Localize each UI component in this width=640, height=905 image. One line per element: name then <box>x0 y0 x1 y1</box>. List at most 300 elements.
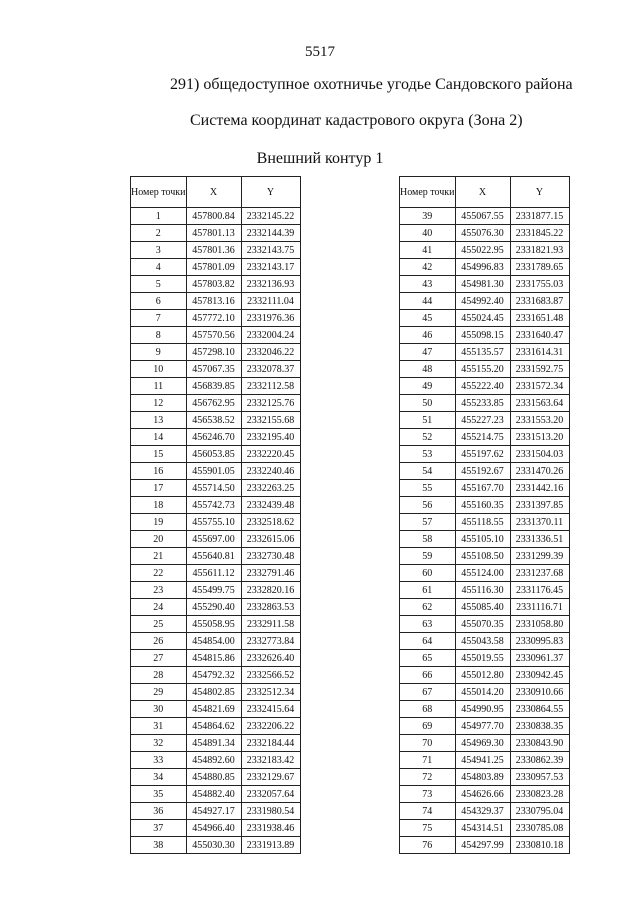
table-row <box>400 327 570 344</box>
table-row <box>131 616 301 633</box>
table-row <box>131 633 301 650</box>
y-coordinate-cell: 2332730.48 <box>241 548 300 565</box>
x-coordinate-cell: 454880.85 <box>186 769 241 786</box>
x-coordinate-cell: 457801.09 <box>186 259 241 276</box>
y-coordinate-cell: 2332220.45 <box>241 446 300 463</box>
y-coordinate-cell: 2331789.65 <box>510 259 569 276</box>
x-coordinate-cell: 455222.40 <box>455 378 510 395</box>
table-row <box>400 361 570 378</box>
x-coordinate-cell: 455012.80 <box>455 667 510 684</box>
y-coordinate-cell: 2332566.52 <box>241 667 300 684</box>
point-number-cell: 30 <box>131 701 187 718</box>
point-number-cell: 71 <box>400 752 456 769</box>
point-number-cell: 7 <box>131 310 187 327</box>
point-number-cell: 67 <box>400 684 456 701</box>
x-coordinate-cell: 454329.37 <box>455 803 510 820</box>
x-coordinate-cell: 457813.16 <box>186 293 241 310</box>
point-number-cell: 37 <box>131 820 187 837</box>
contour-title: Внешний контур 1 <box>256 150 384 167</box>
x-coordinate-cell: 455118.55 <box>455 514 510 531</box>
x-coordinate-cell: 455030.30 <box>186 837 241 854</box>
point-number-cell: 2 <box>131 225 187 242</box>
x-coordinate-cell: 456839.85 <box>186 378 241 395</box>
x-coordinate-cell: 454815.86 <box>186 650 241 667</box>
point-number-cell: 4 <box>131 259 187 276</box>
x-coordinate-cell: 455714.50 <box>186 480 241 497</box>
x-coordinate-cell: 455135.57 <box>455 344 510 361</box>
point-number-cell: 72 <box>400 769 456 786</box>
y-coordinate-cell: 2331614.31 <box>510 344 569 361</box>
table-row <box>131 310 301 327</box>
table-row <box>131 735 301 752</box>
table-row <box>131 327 301 344</box>
y-coordinate-cell: 2332820.16 <box>241 582 300 599</box>
y-coordinate-cell: 2331442.16 <box>510 480 569 497</box>
point-number-cell: 68 <box>400 701 456 718</box>
x-coordinate-cell: 454992.40 <box>455 293 510 310</box>
x-coordinate-cell: 455108.50 <box>455 548 510 565</box>
point-number-cell: 17 <box>131 480 187 497</box>
table-row <box>400 667 570 684</box>
table-row <box>400 412 570 429</box>
table-row <box>400 463 570 480</box>
y-coordinate-cell: 2331592.75 <box>510 361 569 378</box>
x-coordinate-cell: 456053.85 <box>186 446 241 463</box>
x-coordinate-cell: 457298.10 <box>186 344 241 361</box>
point-number-cell: 3 <box>131 242 187 259</box>
x-coordinate-cell: 455233.85 <box>455 395 510 412</box>
y-coordinate-cell: 2331877.15 <box>510 208 569 225</box>
point-number-cell: 11 <box>131 378 187 395</box>
table-row <box>131 599 301 616</box>
y-coordinate-cell: 2331336.51 <box>510 531 569 548</box>
y-coordinate-cell: 2332057.64 <box>241 786 300 803</box>
point-number-cell: 24 <box>131 599 187 616</box>
table-row <box>131 480 301 497</box>
y-coordinate-cell: 2332129.67 <box>241 769 300 786</box>
x-coordinate-cell: 455067.55 <box>455 208 510 225</box>
table-row <box>400 259 570 276</box>
y-coordinate-cell: 2331470.26 <box>510 463 569 480</box>
x-coordinate-cell: 455197.62 <box>455 446 510 463</box>
x-coordinate-cell: 455085.40 <box>455 599 510 616</box>
x-coordinate-cell: 455640.81 <box>186 548 241 565</box>
table-row <box>131 293 301 310</box>
table-row <box>400 701 570 718</box>
y-coordinate-cell: 2331683.87 <box>510 293 569 310</box>
table-row <box>131 242 301 259</box>
table-row <box>131 497 301 514</box>
table-row <box>131 650 301 667</box>
table-row <box>400 293 570 310</box>
point-number-cell: 55 <box>400 480 456 497</box>
point-number-cell: 8 <box>131 327 187 344</box>
point-number-cell: 38 <box>131 837 187 854</box>
x-coordinate-cell: 454891.34 <box>186 735 241 752</box>
point-number-cell: 70 <box>400 735 456 752</box>
y-coordinate-cell: 2330995.83 <box>510 633 569 650</box>
table-row <box>131 344 301 361</box>
point-number-cell: 58 <box>400 531 456 548</box>
point-number-cell: 56 <box>400 497 456 514</box>
x-coordinate-cell: 454966.40 <box>186 820 241 837</box>
table-row <box>400 497 570 514</box>
table-header-row <box>400 177 570 208</box>
y-coordinate-cell: 2331640.47 <box>510 327 569 344</box>
table-row <box>131 412 301 429</box>
x-coordinate-cell: 457803.82 <box>186 276 241 293</box>
table-row <box>400 718 570 735</box>
header-point-number: Номер точки <box>400 177 456 208</box>
x-coordinate-cell: 457067.35 <box>186 361 241 378</box>
x-coordinate-cell: 455901.05 <box>186 463 241 480</box>
point-number-cell: 6 <box>131 293 187 310</box>
table-row <box>400 225 570 242</box>
table-row <box>131 429 301 446</box>
x-coordinate-cell: 457772.10 <box>186 310 241 327</box>
y-coordinate-cell: 2330823.28 <box>510 786 569 803</box>
x-coordinate-cell: 455290.40 <box>186 599 241 616</box>
header-x: X <box>455 177 510 208</box>
table-row <box>131 837 301 854</box>
table-row <box>131 531 301 548</box>
y-coordinate-cell: 2331976.36 <box>241 310 300 327</box>
x-coordinate-cell: 455076.30 <box>455 225 510 242</box>
table-row <box>400 395 570 412</box>
x-coordinate-cell: 454864.62 <box>186 718 241 735</box>
point-number-cell: 27 <box>131 650 187 667</box>
x-coordinate-cell: 454941.25 <box>455 752 510 769</box>
y-coordinate-cell: 2331237.68 <box>510 565 569 582</box>
point-number-cell: 46 <box>400 327 456 344</box>
y-coordinate-cell: 2331651.48 <box>510 310 569 327</box>
y-coordinate-cell: 2331397.85 <box>510 497 569 514</box>
x-coordinate-cell: 455022.95 <box>455 242 510 259</box>
point-number-cell: 35 <box>131 786 187 803</box>
header-point-number: Номер точки <box>131 177 187 208</box>
table-row <box>131 786 301 803</box>
y-coordinate-cell: 2330957.53 <box>510 769 569 786</box>
table-row <box>400 633 570 650</box>
x-coordinate-cell: 454990.95 <box>455 701 510 718</box>
point-number-cell: 33 <box>131 752 187 769</box>
y-coordinate-cell: 2331572.34 <box>510 378 569 395</box>
point-number-cell: 12 <box>131 395 187 412</box>
y-coordinate-cell: 2330942.45 <box>510 667 569 684</box>
y-coordinate-cell: 2332911.58 <box>241 616 300 633</box>
y-coordinate-cell: 2332615.06 <box>241 531 300 548</box>
table-row <box>131 820 301 837</box>
x-coordinate-cell: 455742.73 <box>186 497 241 514</box>
point-number-cell: 28 <box>131 667 187 684</box>
y-coordinate-cell: 2332144.39 <box>241 225 300 242</box>
coordinate-system-subheading: Система координат кадастрового округа (Зона 2) <box>190 112 523 129</box>
y-coordinate-cell: 2330862.39 <box>510 752 569 769</box>
y-coordinate-cell: 2332206.22 <box>241 718 300 735</box>
table-row <box>400 752 570 769</box>
table-row <box>400 344 570 361</box>
page-number: 5517 <box>305 44 335 60</box>
point-number-cell: 59 <box>400 548 456 565</box>
table-row <box>131 361 301 378</box>
x-coordinate-cell: 455214.75 <box>455 429 510 446</box>
point-number-cell: 23 <box>131 582 187 599</box>
table-row <box>400 242 570 259</box>
table-row <box>400 820 570 837</box>
y-coordinate-cell: 2332773.84 <box>241 633 300 650</box>
y-coordinate-cell: 2331845.22 <box>510 225 569 242</box>
point-number-cell: 57 <box>400 514 456 531</box>
table-row <box>131 752 301 769</box>
table-row <box>131 718 301 735</box>
point-number-cell: 34 <box>131 769 187 786</box>
x-coordinate-cell: 455043.58 <box>455 633 510 650</box>
point-number-cell: 61 <box>400 582 456 599</box>
x-coordinate-cell: 457801.36 <box>186 242 241 259</box>
x-coordinate-cell: 457570.56 <box>186 327 241 344</box>
point-number-cell: 53 <box>400 446 456 463</box>
y-coordinate-cell: 2332263.25 <box>241 480 300 497</box>
point-number-cell: 49 <box>400 378 456 395</box>
point-number-cell: 26 <box>131 633 187 650</box>
table-row <box>400 684 570 701</box>
point-number-cell: 13 <box>131 412 187 429</box>
table-row <box>400 565 570 582</box>
table-row <box>131 684 301 701</box>
y-coordinate-cell: 2331176.45 <box>510 582 569 599</box>
y-coordinate-cell: 2330961.37 <box>510 650 569 667</box>
table-row <box>131 701 301 718</box>
x-coordinate-cell: 455499.75 <box>186 582 241 599</box>
x-coordinate-cell: 455105.10 <box>455 531 510 548</box>
header-y: Y <box>510 177 569 208</box>
x-coordinate-cell: 456762.95 <box>186 395 241 412</box>
table-row <box>131 548 301 565</box>
y-coordinate-cell: 2332626.40 <box>241 650 300 667</box>
y-coordinate-cell: 2330910.66 <box>510 684 569 701</box>
x-coordinate-cell: 454792.32 <box>186 667 241 684</box>
table-row <box>400 616 570 633</box>
point-number-cell: 41 <box>400 242 456 259</box>
table-row <box>131 582 301 599</box>
point-number-cell: 29 <box>131 684 187 701</box>
point-number-cell: 76 <box>400 837 456 854</box>
y-coordinate-cell: 2332112.58 <box>241 378 300 395</box>
y-coordinate-cell: 2330810.18 <box>510 837 569 854</box>
y-coordinate-cell: 2332155.68 <box>241 412 300 429</box>
table-row <box>400 769 570 786</box>
x-coordinate-cell: 455227.23 <box>455 412 510 429</box>
x-coordinate-cell: 455167.70 <box>455 480 510 497</box>
x-coordinate-cell: 455755.10 <box>186 514 241 531</box>
point-number-cell: 16 <box>131 463 187 480</box>
point-number-cell: 66 <box>400 667 456 684</box>
x-coordinate-cell: 455192.67 <box>455 463 510 480</box>
table-row <box>400 803 570 820</box>
point-number-cell: 20 <box>131 531 187 548</box>
y-coordinate-cell: 2332136.93 <box>241 276 300 293</box>
table-row <box>131 208 301 225</box>
point-number-cell: 19 <box>131 514 187 531</box>
table-row <box>131 378 301 395</box>
x-coordinate-cell: 454996.83 <box>455 259 510 276</box>
table-row <box>131 769 301 786</box>
y-coordinate-cell: 2331938.46 <box>241 820 300 837</box>
x-coordinate-cell: 454821.69 <box>186 701 241 718</box>
x-coordinate-cell: 454626.66 <box>455 786 510 803</box>
table-row <box>400 599 570 616</box>
point-number-cell: 43 <box>400 276 456 293</box>
y-coordinate-cell: 2332046.22 <box>241 344 300 361</box>
table-header-row <box>131 177 301 208</box>
x-coordinate-cell: 455116.30 <box>455 582 510 599</box>
table-row <box>131 276 301 293</box>
point-number-cell: 74 <box>400 803 456 820</box>
table-row <box>400 548 570 565</box>
point-number-cell: 36 <box>131 803 187 820</box>
point-number-cell: 75 <box>400 820 456 837</box>
x-coordinate-cell: 455058.95 <box>186 616 241 633</box>
y-coordinate-cell: 2332143.17 <box>241 259 300 276</box>
point-number-cell: 54 <box>400 463 456 480</box>
point-number-cell: 60 <box>400 565 456 582</box>
y-coordinate-cell: 2330785.08 <box>510 820 569 837</box>
point-number-cell: 10 <box>131 361 187 378</box>
table-row <box>400 429 570 446</box>
table-row <box>131 225 301 242</box>
table-row <box>400 650 570 667</box>
y-coordinate-cell: 2331116.71 <box>510 599 569 616</box>
point-number-cell: 39 <box>400 208 456 225</box>
x-coordinate-cell: 454981.30 <box>455 276 510 293</box>
point-number-cell: 15 <box>131 446 187 463</box>
x-coordinate-cell: 457800.84 <box>186 208 241 225</box>
y-coordinate-cell: 2332195.40 <box>241 429 300 446</box>
table-row <box>400 378 570 395</box>
y-coordinate-cell: 2331755.03 <box>510 276 569 293</box>
y-coordinate-cell: 2331913.89 <box>241 837 300 854</box>
point-number-cell: 73 <box>400 786 456 803</box>
document-heading: 291) общедоступное охотничье угодье Сандовского района <box>170 76 573 93</box>
header-y: Y <box>241 177 300 208</box>
coordinates-table-left <box>130 176 301 854</box>
x-coordinate-cell: 457801.13 <box>186 225 241 242</box>
y-coordinate-cell: 2331513.20 <box>510 429 569 446</box>
x-coordinate-cell: 455160.35 <box>455 497 510 514</box>
point-number-cell: 42 <box>400 259 456 276</box>
y-coordinate-cell: 2332791.46 <box>241 565 300 582</box>
y-coordinate-cell: 2332184.44 <box>241 735 300 752</box>
point-number-cell: 31 <box>131 718 187 735</box>
header-x: X <box>186 177 241 208</box>
point-number-cell: 45 <box>400 310 456 327</box>
y-coordinate-cell: 2331821.93 <box>510 242 569 259</box>
table-row <box>131 803 301 820</box>
x-coordinate-cell: 454882.40 <box>186 786 241 803</box>
table-row <box>400 837 570 854</box>
y-coordinate-cell: 2332240.46 <box>241 463 300 480</box>
table-row <box>400 582 570 599</box>
y-coordinate-cell: 2330838.35 <box>510 718 569 735</box>
y-coordinate-cell: 2332863.53 <box>241 599 300 616</box>
x-coordinate-cell: 454854.00 <box>186 633 241 650</box>
point-number-cell: 63 <box>400 616 456 633</box>
table-row <box>131 565 301 582</box>
x-coordinate-cell: 454803.89 <box>455 769 510 786</box>
point-number-cell: 5 <box>131 276 187 293</box>
table-row <box>400 735 570 752</box>
point-number-cell: 64 <box>400 633 456 650</box>
x-coordinate-cell: 454969.30 <box>455 735 510 752</box>
x-coordinate-cell: 456246.70 <box>186 429 241 446</box>
point-number-cell: 62 <box>400 599 456 616</box>
x-coordinate-cell: 454927.17 <box>186 803 241 820</box>
y-coordinate-cell: 2332512.34 <box>241 684 300 701</box>
x-coordinate-cell: 455697.00 <box>186 531 241 548</box>
y-coordinate-cell: 2332415.64 <box>241 701 300 718</box>
point-number-cell: 18 <box>131 497 187 514</box>
point-number-cell: 65 <box>400 650 456 667</box>
y-coordinate-cell: 2330843.90 <box>510 735 569 752</box>
x-coordinate-cell: 455019.55 <box>455 650 510 667</box>
x-coordinate-cell: 455098.15 <box>455 327 510 344</box>
point-number-cell: 51 <box>400 412 456 429</box>
point-number-cell: 9 <box>131 344 187 361</box>
y-coordinate-cell: 2332518.62 <box>241 514 300 531</box>
table-row <box>400 310 570 327</box>
y-coordinate-cell: 2332004.24 <box>241 327 300 344</box>
x-coordinate-cell: 454297.99 <box>455 837 510 854</box>
point-number-cell: 32 <box>131 735 187 752</box>
y-coordinate-cell: 2332111.04 <box>241 293 300 310</box>
x-coordinate-cell: 455070.35 <box>455 616 510 633</box>
y-coordinate-cell: 2331504.03 <box>510 446 569 463</box>
x-coordinate-cell: 456538.52 <box>186 412 241 429</box>
point-number-cell: 1 <box>131 208 187 225</box>
x-coordinate-cell: 454802.85 <box>186 684 241 701</box>
y-coordinate-cell: 2332183.42 <box>241 752 300 769</box>
table-row <box>400 208 570 225</box>
x-coordinate-cell: 455611.12 <box>186 565 241 582</box>
y-coordinate-cell: 2332145.22 <box>241 208 300 225</box>
table-row <box>400 276 570 293</box>
y-coordinate-cell: 2331370.11 <box>510 514 569 531</box>
point-number-cell: 69 <box>400 718 456 735</box>
x-coordinate-cell: 455014.20 <box>455 684 510 701</box>
table-row <box>131 667 301 684</box>
table-row <box>400 514 570 531</box>
table-row <box>131 463 301 480</box>
table-row <box>400 786 570 803</box>
y-coordinate-cell: 2332125.76 <box>241 395 300 412</box>
table-row <box>400 480 570 497</box>
point-number-cell: 40 <box>400 225 456 242</box>
point-number-cell: 22 <box>131 565 187 582</box>
table-row <box>400 446 570 463</box>
table-row <box>131 259 301 276</box>
y-coordinate-cell: 2330795.04 <box>510 803 569 820</box>
y-coordinate-cell: 2331299.39 <box>510 548 569 565</box>
table-row <box>400 531 570 548</box>
point-number-cell: 21 <box>131 548 187 565</box>
point-number-cell: 47 <box>400 344 456 361</box>
table-row <box>131 514 301 531</box>
point-number-cell: 25 <box>131 616 187 633</box>
table-row <box>131 446 301 463</box>
point-number-cell: 44 <box>400 293 456 310</box>
x-coordinate-cell: 454314.51 <box>455 820 510 837</box>
y-coordinate-cell: 2331058.80 <box>510 616 569 633</box>
